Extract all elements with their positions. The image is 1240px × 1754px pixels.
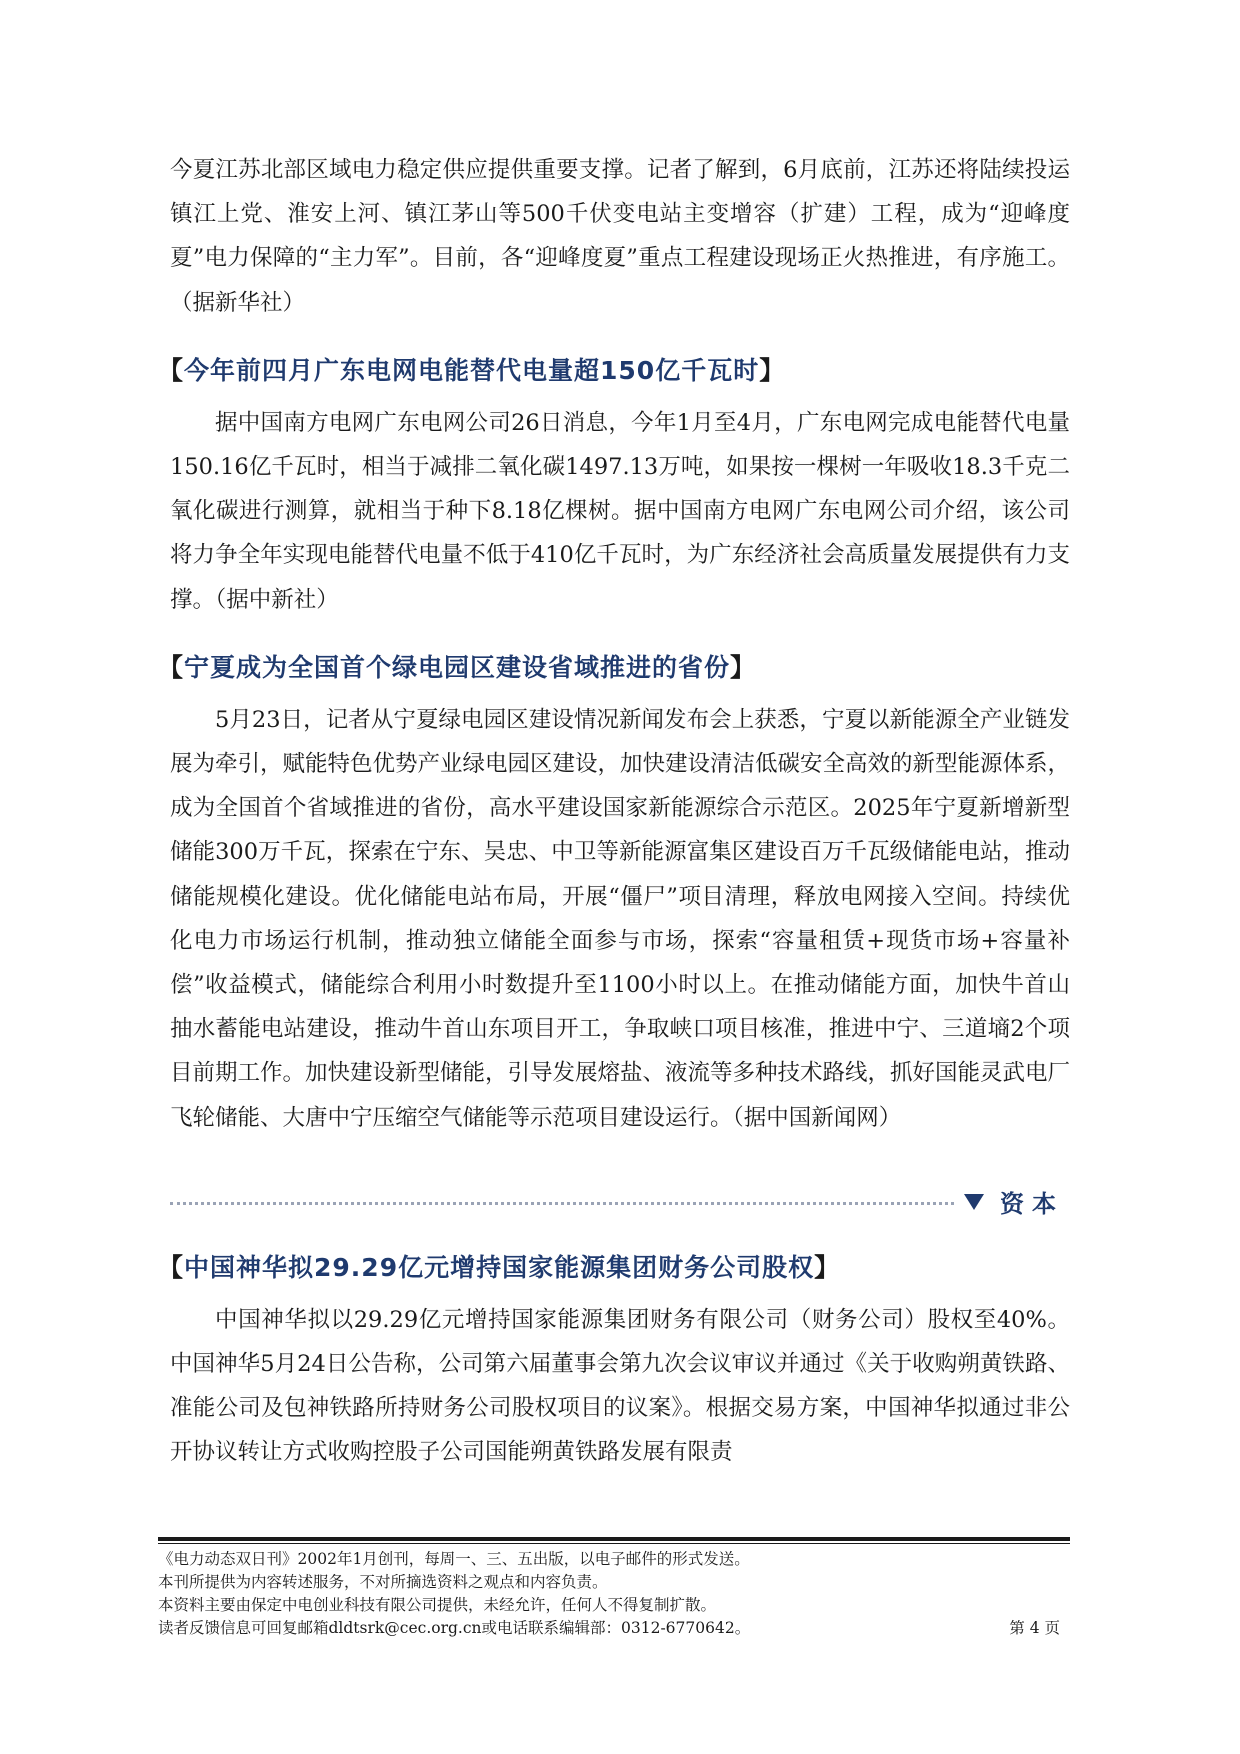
dotted-rule: [170, 1202, 954, 1205]
page-content: [158, 148, 1071, 1475]
page-footer: [158, 1537, 1070, 1640]
section-divider: [170, 1182, 1070, 1222]
article-body: 5月23日，记者从宁夏绿电园区建设情况新闻发布会上获悉，宁夏以新能源全产业链发展为牵引，赋能特色优势产业绿电园区建设，加快建设清洁低碳安全高效的新型能源体系，成为全国首个省域推进的省份，高水平建设国家新能源综合示范区。2025年宁夏新增新型储能300万千瓦，探索在宁东、吴忠、中卫等新能源富集区建设百万千瓦级储能电站，推动储能规模化建设。优化储能电站布局，开展“僵尸”项目清理，释放电网接入空间。持续优化电力市场运行机制，推动独立储能全面参与市场，探索“容量租赁+现货市场+容量补偿”收益模式，储能综合利用小时数提升至1100小时以上。在推动储能方面，加快牛首山抽水蓄能电站建设，推动牛首山东项目开工，争取峡口项目核准，推进中宁、三道墒2个项目前期工作。加快建设新型储能，引导发展熔盐、液流等多种技术路线，抓好国能灵武电厂飞轮储能、大唐中宁压缩空气储能等示范项目建设运行。（据中国新闻网）: [170, 706, 1071, 1131]
footer-rule-thin: [158, 1543, 1070, 1544]
article-body: 据中国南方电网广东电网公司26日消息，今年1月至4月，广东电网完成电能替代电量150.16亿千瓦时，相当于减排二氧化碳1497.13万吨，如果按一棵树一年吸收18.3千克二氧化碳进行测算，就相当于种下8.18亿棵树。据中国南方电网广东电网公司介绍，该公司将力争全年实现电能替代电量不低于410亿千瓦时，为广东经济社会高质量发展提供有力支撑。（据中新社）: [170, 409, 1070, 613]
article-title-text: 中国神华拟29.29亿元增持国家能源集团财务公司股权: [184, 1252, 815, 1282]
article-title: 【中国神华拟29.29亿元增持国家能源集团财务公司股权】: [158, 1252, 841, 1282]
footer-line: 《电力动态双日刊》2002年1月创刊，每周一、三、五出版，以电子邮件的形式发送。: [158, 1550, 750, 1568]
footer-contact: 读者反馈信息可回复邮箱dldtsrk@cec.org.cn或电话联系编辑部：0312-6770642。: [158, 1619, 751, 1637]
footer-line: 本刊所提供为内容转述服务，不对所摘选资料之观点和内容负责。: [158, 1573, 608, 1591]
footer-line-with-page: [158, 1617, 1070, 1640]
triangle-down-icon: [964, 1194, 984, 1210]
intro-paragraph: 今夏江苏北部区域电力稳定供应提供重要支撑。记者了解到，6月底前，江苏还将陆续投运镇江上党、淮安上河、镇江茅山等500千伏变电站主变增容（扩建）工程，成为“迎峰度夏”电力保障的“主力军”。目前，各“迎峰度夏”重点工程建设现场正火热推进，有序施工。（据新华社）: [170, 157, 1070, 316]
footer-line: 本资料主要由保定中电创业科技有限公司提供，未经允许，任何人不得复制扩散。: [158, 1596, 717, 1614]
article-title: 【宁夏成为全国首个绿电园区建设省域推进的省份】: [158, 652, 757, 682]
article-title-text: 宁夏成为全国首个绿电园区建设省域推进的省份: [184, 652, 731, 682]
article-title: 【今年前四月广东电网电能替代电量超150亿千瓦时】: [158, 355, 786, 385]
article-title-text: 今年前四月广东电网电能替代电量超150亿千瓦时: [184, 355, 760, 385]
footer-notes: [158, 1548, 1070, 1640]
footer-rule: [158, 1537, 1070, 1541]
section-label: 资本: [1000, 1190, 1064, 1219]
page-number: 第 4 页: [1009, 1619, 1060, 1637]
article-body: 中国神华拟以29.29亿元增持国家能源集团财务有限公司（财务公司）股权至40%。中国神华5月24日公告称，公司第六届董事会第九次会议审议并通过《关于收购朔黄铁路、准能公司及包神铁路所持财务公司股权项目的议案》。根据交易方案，中国神华拟通过非公开协议转让方式收购控股子公司国能朔黄铁路发展有限责: [170, 1306, 1070, 1466]
